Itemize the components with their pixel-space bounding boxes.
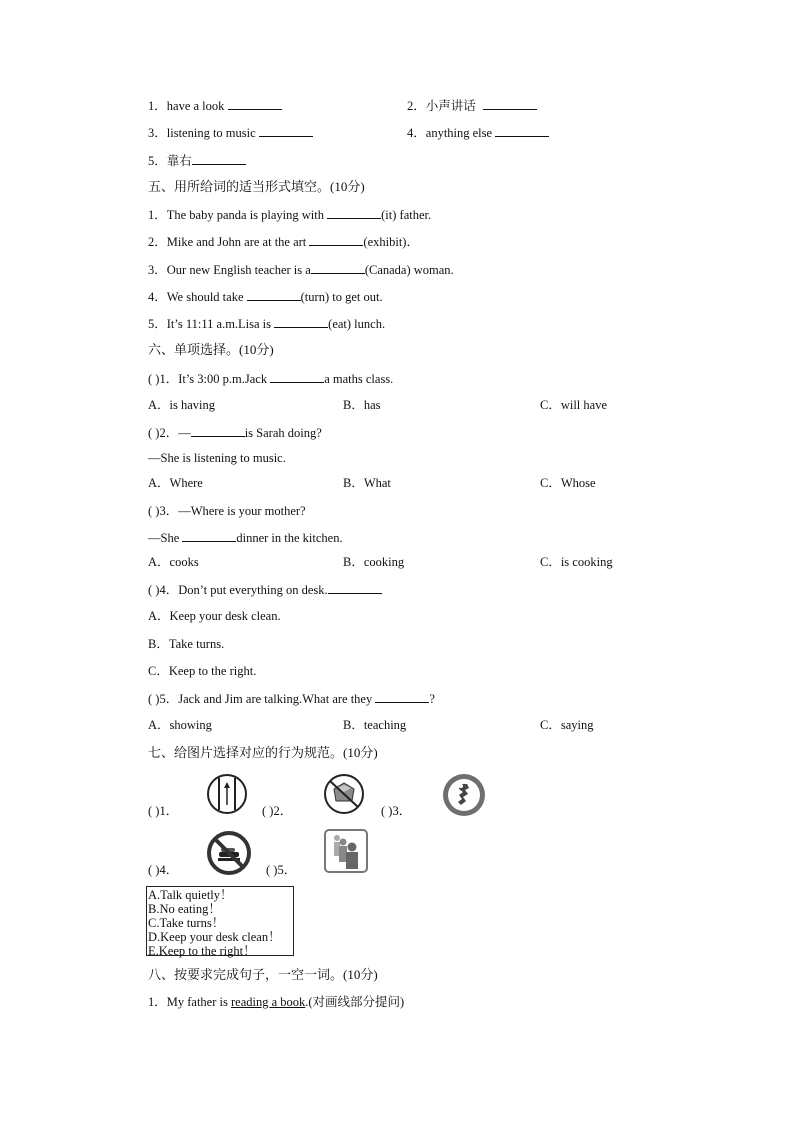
answer-blank[interactable] <box>495 124 549 137</box>
s7-picture-2-label: ( )2． <box>262 804 293 818</box>
take-turns-sign-icon <box>324 829 368 877</box>
s6-q4-option-b[interactable]: B．Take turns. <box>148 637 225 651</box>
s6-q1-option-c[interactable]: C．will have <box>540 398 608 412</box>
underlined-phrase: reading a book <box>230 995 306 1009</box>
answer-blank[interactable] <box>328 581 382 594</box>
section-8-title: 八、按要求完成句子，一空一词。(10分) <box>148 967 378 982</box>
answer-blank[interactable] <box>311 261 365 274</box>
vocab-item-3: 3．listening to music <box>148 124 313 141</box>
s6-question-4: ( )4．Don’t put everything on desk. <box>148 581 382 598</box>
answer-blank[interactable] <box>270 370 324 383</box>
s5-question-4: 4．We should take (turn) to get out. <box>148 290 383 304</box>
answer-blank[interactable] <box>191 424 245 437</box>
option-b: B.No eating！ <box>148 902 221 916</box>
answer-blank[interactable] <box>228 97 282 110</box>
s6-q1-option-a[interactable]: A．is having <box>148 398 216 412</box>
s7-picture-4-label: ( )4． <box>148 863 179 877</box>
answer-blank[interactable] <box>182 529 236 542</box>
vocab-item-4: 4．anything else <box>407 124 549 141</box>
s6-q5-option-a[interactable]: A．showing <box>148 718 212 732</box>
s6-q2-option-c[interactable]: C．Whose <box>540 476 596 490</box>
options-box <box>146 886 294 956</box>
answer-blank[interactable] <box>192 152 246 165</box>
s6-q5-option-b[interactable]: B．teaching <box>343 718 407 732</box>
s5-question-5: 5．It’s 11:11 a.m.Lisa is (eat) lunch. <box>148 317 386 331</box>
answer-blank[interactable] <box>375 690 429 703</box>
answer-blank[interactable] <box>327 206 381 219</box>
s7-picture-5-label: ( )5． <box>266 863 297 877</box>
s6-q4-option-c[interactable]: C．Keep to the right. <box>148 664 257 678</box>
option-c: C.Take turns！ <box>148 916 225 930</box>
s6-q3-option-a[interactable]: A．cooks <box>148 555 199 569</box>
answer-blank[interactable] <box>483 97 537 110</box>
s8-question-1: 1．My father is reading a book.(对画线部分提问) <box>148 995 405 1009</box>
option-d: D.Keep your desk clean！ <box>148 930 281 944</box>
section-6-title: 六、单项选择。(10分) <box>148 342 274 357</box>
option-e: E.Keep to the right！ <box>148 944 256 958</box>
answer-blank[interactable] <box>259 124 313 137</box>
s5-question-2: 2．Mike and John are at the art (exhibit)． <box>148 235 419 249</box>
section-5-title: 五、用所给词的适当形式填空。(10分) <box>148 179 365 194</box>
s6-q1-option-b[interactable]: B．has <box>343 398 381 412</box>
option-a: A.Talk quietly！ <box>148 888 233 902</box>
s7-picture-3-label: ( )3． <box>381 804 412 818</box>
messy-desk-sign-icon <box>322 773 366 819</box>
s5-question-1: 1．The baby panda is playing with (it) father. <box>148 208 432 222</box>
s6-q2-option-b[interactable]: B．What <box>343 476 391 490</box>
s7-picture-1-label: ( )1． <box>148 804 179 818</box>
s6-question-5: ( )5．Jack and Jim are talking.What are they ? <box>148 692 435 706</box>
s6-question-3: ( )3．—Where is your mother? <box>148 504 306 518</box>
s6-question-2: ( )2．— is Sarah doing? <box>148 426 322 440</box>
s6-q2-option-a[interactable]: A．Where <box>148 476 203 490</box>
no-eating-sign-icon <box>206 830 252 880</box>
s6-q3-reply: —She dinner in the kitchen. <box>148 531 343 545</box>
s6-q3-option-b[interactable]: B．cooking <box>343 555 405 569</box>
s6-q2-reply: —She is listening to music. <box>148 451 286 465</box>
answer-blank[interactable] <box>274 315 328 328</box>
vocab-item-2: 2．小声讲话 <box>407 97 537 114</box>
s5-question-3: 3．Our new English teacher is a (Canada) woman. <box>148 263 454 277</box>
answer-blank[interactable] <box>309 233 363 246</box>
vocab-item-1: 1．have a look <box>148 97 282 114</box>
vocab-item-5: 5．靠右 <box>148 152 246 169</box>
quiet-sign-icon <box>441 772 487 822</box>
s6-question-1: ( )1．It’s 3:00 p.m.Jack a maths class. <box>148 372 394 386</box>
s6-q4-option-a[interactable]: A．Keep your desk clean. <box>148 609 281 623</box>
keep-right-sign-icon <box>205 773 249 819</box>
section-7-title: 七、给图片选择对应的行为规范。(10分) <box>148 745 378 760</box>
s6-q3-option-c[interactable]: C．is cooking <box>540 555 613 569</box>
s6-q5-option-c[interactable]: C．saying <box>540 718 594 732</box>
answer-blank[interactable] <box>247 288 301 301</box>
